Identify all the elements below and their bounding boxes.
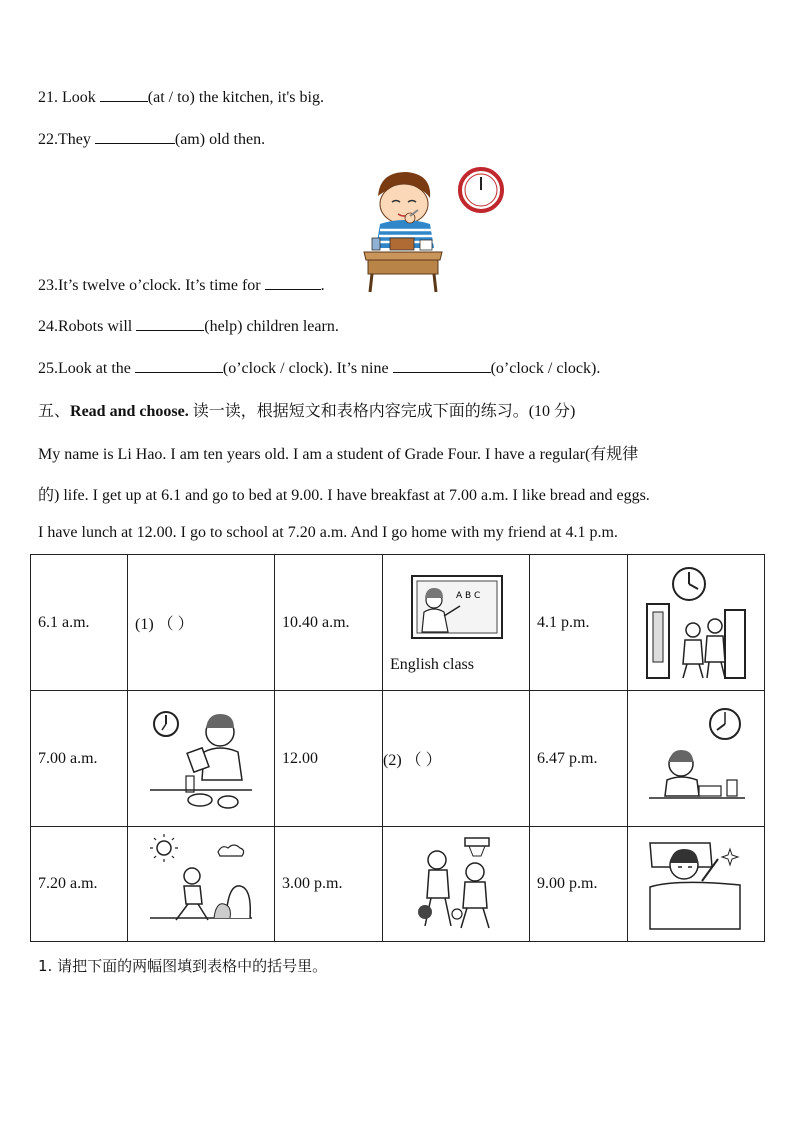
question-25-text: 25.Look at the bbox=[38, 360, 135, 377]
section-number: 五、 bbox=[38, 403, 71, 420]
time-cell: 4.1 p.m. bbox=[530, 555, 628, 691]
passage-line: 的) life. I get up at 6.1 and go to bed at 9.00. I have breakfast at 7.00 a.m. I like bread and eggs. bbox=[38, 487, 650, 504]
basketball-picture bbox=[403, 834, 509, 934]
question-25-text-mid: (o’clock / clock). It’s nine bbox=[222, 360, 393, 377]
go-to-bed-picture bbox=[646, 835, 746, 933]
time-cell: 10.40 a.m. bbox=[275, 555, 383, 691]
answer-blank[interactable] bbox=[95, 129, 175, 144]
time-cell: 3.00 p.m. bbox=[275, 827, 383, 942]
table-row bbox=[31, 691, 765, 827]
blackboard-text: A B C bbox=[456, 590, 481, 601]
time-cell: 12.00 bbox=[275, 691, 383, 827]
question-25-text-end: (o’clock / clock). bbox=[490, 360, 601, 377]
question-23-text: 23.It’s twelve o’clock. It’s time for bbox=[38, 277, 265, 294]
go-home-cell bbox=[628, 555, 765, 691]
go-to-school-picture bbox=[144, 834, 258, 934]
time-cell: 7.20 a.m. bbox=[31, 827, 128, 942]
question-23-text-end: . bbox=[320, 277, 325, 294]
answer-blank[interactable] bbox=[393, 358, 491, 373]
question-22 bbox=[38, 129, 265, 149]
question-21 bbox=[38, 87, 324, 107]
question-24 bbox=[38, 316, 339, 336]
go-home-picture bbox=[641, 564, 751, 682]
answer-blank[interactable] bbox=[136, 316, 204, 331]
question-22-text-end: (am) old then. bbox=[174, 131, 266, 148]
answer-bracket-1[interactable]: (1) （ ） bbox=[128, 555, 275, 691]
boy-eating-lunch-illustration bbox=[362, 166, 507, 296]
section-title-cn: 读一读，根据短文和表格内容完成下面的练习。(10 分) bbox=[188, 403, 576, 420]
answer-blank[interactable] bbox=[265, 275, 321, 290]
table-row bbox=[31, 827, 765, 942]
answer-blank[interactable] bbox=[135, 358, 223, 373]
go-to-bed-cell bbox=[628, 827, 765, 942]
question-25 bbox=[38, 358, 600, 378]
question-21-text: 21. Look bbox=[38, 89, 100, 106]
homework-picture bbox=[641, 700, 751, 818]
time-cell: 6.47 p.m. bbox=[530, 691, 628, 827]
question-22-text: 22.They bbox=[38, 131, 95, 148]
english-class-cell bbox=[383, 555, 530, 691]
question-21-text-end: (at / to) the kitchen, it's big. bbox=[147, 89, 324, 106]
basketball-cell bbox=[383, 827, 530, 942]
breakfast-picture bbox=[146, 700, 256, 818]
answer-blank[interactable] bbox=[100, 87, 148, 102]
question-24-text-end: (help) children learn. bbox=[204, 318, 339, 335]
answer-bracket-2[interactable]: (2) （ ） bbox=[383, 691, 530, 827]
instruction-text: 1. 请把下面的两幅图填到表格中的括号里。 bbox=[38, 957, 328, 975]
passage-line: I have lunch at 12.00. I go to school at 7.20 a.m. And I go home with my friend at 4.1 p.m. bbox=[38, 524, 618, 541]
time-cell: 6.1 a.m. bbox=[31, 555, 128, 691]
question-23 bbox=[38, 275, 325, 295]
time-cell: 7.00 a.m. bbox=[31, 691, 128, 827]
section-heading bbox=[38, 398, 575, 421]
homework-cell bbox=[628, 691, 765, 827]
question-24-text: 24.Robots will bbox=[38, 318, 137, 335]
breakfast-cell bbox=[128, 691, 275, 827]
schedule-table bbox=[30, 554, 765, 942]
table-row bbox=[31, 555, 765, 691]
teacher-blackboard-picture bbox=[408, 572, 504, 650]
section-title-en: Read and choose. bbox=[70, 403, 189, 420]
go-to-school-cell bbox=[128, 827, 275, 942]
passage-line: My name is Li Hao. I am ten years old. I am a student of Grade Four. I have a regular(有规律 bbox=[38, 446, 639, 463]
time-cell: 9.00 p.m. bbox=[530, 827, 628, 942]
english-class-label: English class bbox=[390, 655, 474, 673]
